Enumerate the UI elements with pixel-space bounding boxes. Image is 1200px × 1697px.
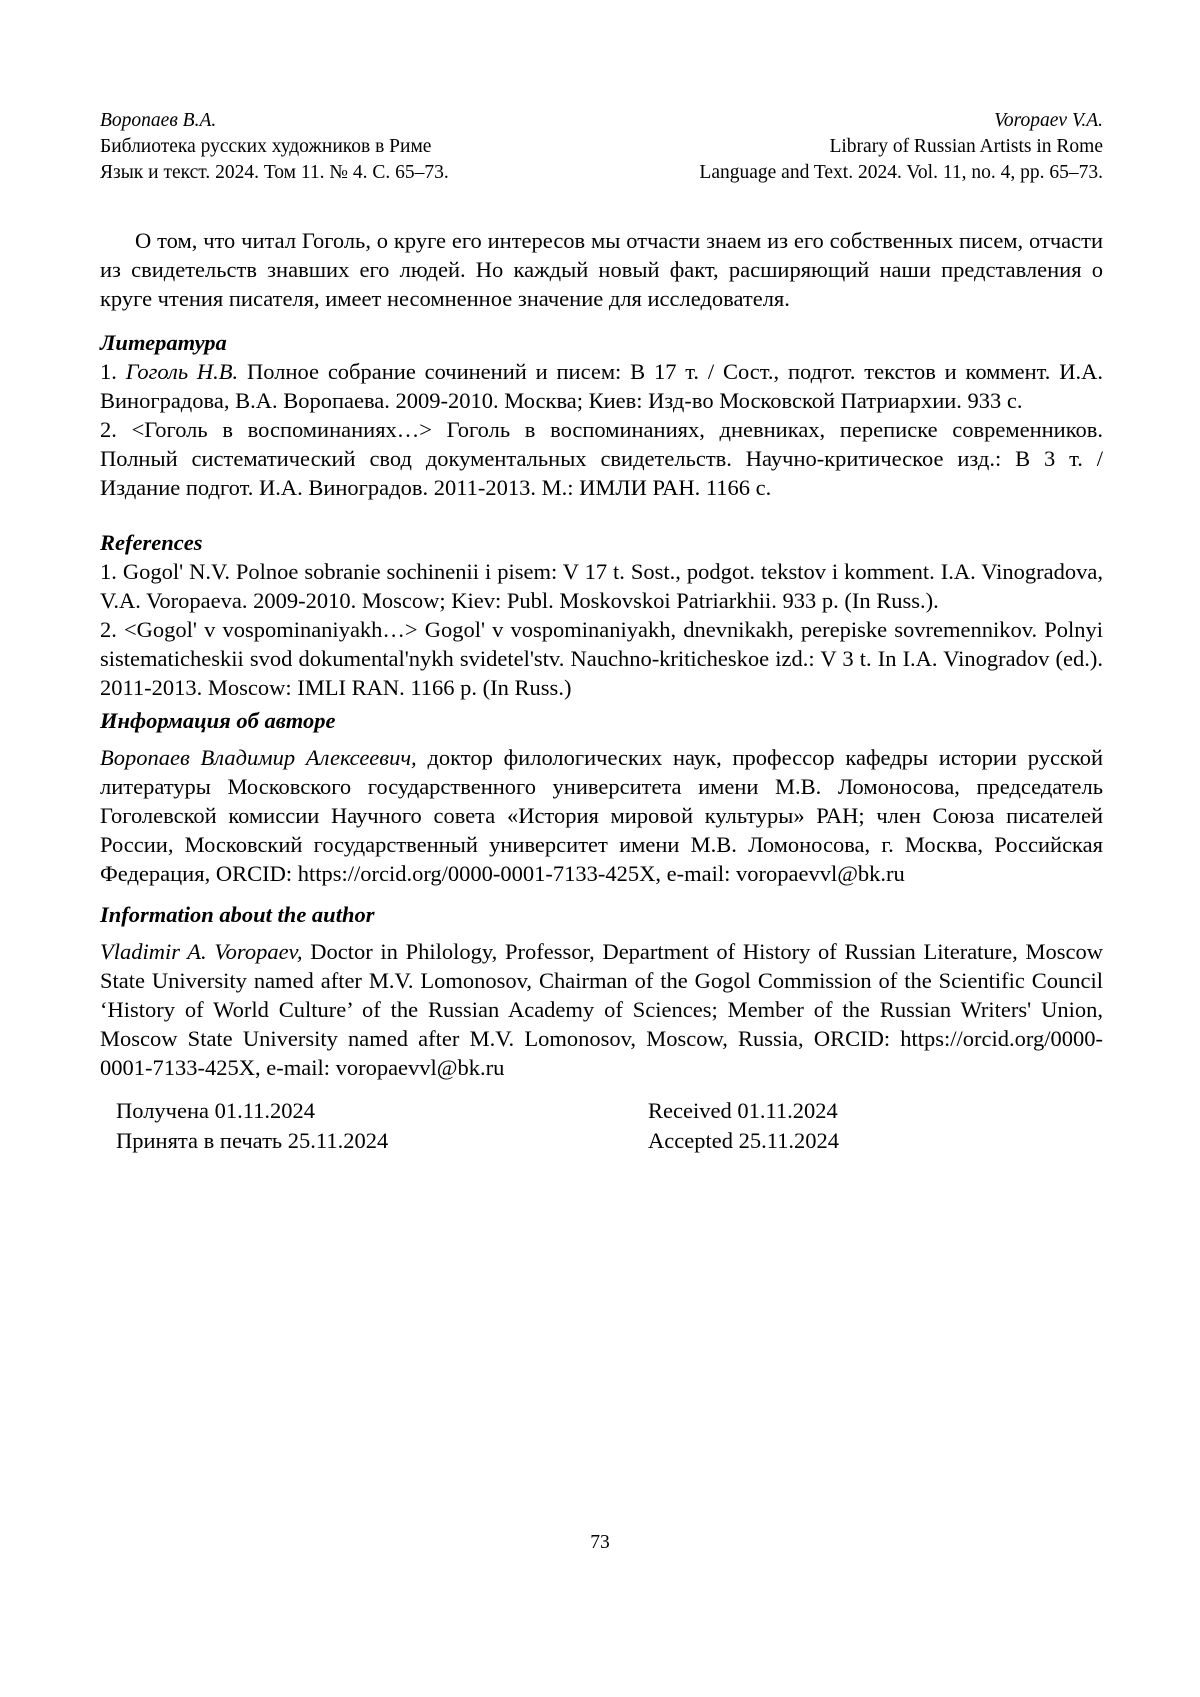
author-full-name-en: Vladimir A. Voropaev, [100,939,303,964]
accepted-date-en: Accepted 25.11.2024 [648,1128,839,1153]
author-full-name-ru: Воропаев Владимир Алексеевич, [100,745,417,770]
author-bio-en: Doctor in Philology, Professor, Department of History of Russian Literature, Moscow State University named after M.V. Lomonosov, Chairman of the Gogol Commission of the Scientific Council ‘History of World Culture’ of the Russian Academy of Sciences; Member of the Russian Writers' Union, Moscow State University named after M.V. Lomonosov, Moscow, Russia, ORCID: https://orcid.org/0000-0001-7133-425X, e-mail: voropaevvl@bk.ru [100,939,1103,1080]
received-date-en: Received 01.11.2024 [648,1098,838,1123]
author-info-heading-en: Information about the author [100,902,375,927]
author-info-paragraph-en [100,937,1103,1082]
references-item-1: 1. Gogol' N.V. Polnoe sobranie sochinenii i pisem: V 17 t. Sost., podgot. tekstov i komment. I.A. Vinogradova, V.A. Voropaeva. 2009-2010. Moscow; Kiev: Publ. Moskovskoi Patriarkhii. 933 p. (In Russ.). [100,559,1103,613]
author-name-en: Voropaev V.A. [994,110,1103,131]
author-info-paragraph-ru [100,743,1103,888]
received-date-ru: Получена 01.11.2024 [116,1098,316,1123]
dates-block [100,1096,1103,1156]
literature-item-1 [100,357,1103,415]
running-header [100,108,1103,186]
references-item-2: 2. <Gogol' v vospominaniyakh…> Gogol' v vospominaniyakh, dnevnikakh, perepiske sovremennikov. Polnyi sistematicheskii svod dokumental'nykh svidetel'stv. Nauchno-kriticheskoe izd.: V 3 t. In I.A. Vinogradov (ed.). 2011-2013. Moscow: IMLI RAN. 1166 p. (In Russ.) [100,617,1103,700]
author-name-ru: Воропаев В.А. [100,110,217,131]
dates-column-en [648,1096,839,1156]
author-info-heading-ru: Информация об авторе [100,708,336,733]
page-number: 73 [590,1532,610,1553]
journal-citation-en: Language and Text. 2024. Vol. 11, no. 4, pp. 65–73. [699,162,1103,183]
literature-item-1-number: 1. [100,359,126,384]
literature-item-2: 2. <Гоголь в воспоминаниях…> Гоголь в воспоминаниях, дневниках, переписке современников. Полный систематический свод документальных свидетельств. Научно-критическое изд.: В 3 т. / Издание подгот. И.А. Виноградов. 2011-2013. М.: ИМЛИ РАН. 1166 с. [100,417,1103,500]
literature-heading: Литература [100,330,227,355]
literature-item-1-author: Гоголь Н.В. [125,359,239,384]
running-header-en [699,108,1103,186]
accepted-date-ru: Принята в печать 25.11.2024 [116,1128,389,1153]
article-title-en: Library of Russian Artists in Rome [829,136,1103,157]
running-header-ru [100,108,449,186]
journal-citation-ru: Язык и текст. 2024. Том 11. № 4. С. 65–73. [100,162,449,183]
literature-item-1-text: Полное собрание сочинений и писем: В 17 т. / Сост., подгот. текстов и коммент. И.А. Виноградова, В.А. Воропаева. 2009-2010. Москва; Киев: Изд-во Московской Патриархии. 933 с. [100,359,1104,413]
author-bio-ru: доктор филологических наук, профессор кафедры истории русской литературы Московского государственного университета имени М.В. Ломоносова, председатель Гоголевской комиссии Научного совета «История мировой культуры» РАН; член Союза писателей России, Московский государственный университет имени М.В. Ломоносова, г. Москва, Российская Федерация, ORCID: https://orcid.org/0000-0001-7133-425X, e-mail: voropaevvl@bk.ru [100,745,1103,886]
intro-paragraph: О том, что читал Гоголь, о круге его интересов мы отчасти знаем из его собственных писем, отчасти из свидетельств знавших его людей. Но каждый новый факт, расширяющий наши представления о круге чтения писателя, имеет несомненное значение для исследователя. [100,228,1103,311]
references-heading: References [100,530,203,555]
dates-column-ru [100,1096,648,1156]
article-title-ru: Библиотека русских художников в Риме [100,136,432,157]
